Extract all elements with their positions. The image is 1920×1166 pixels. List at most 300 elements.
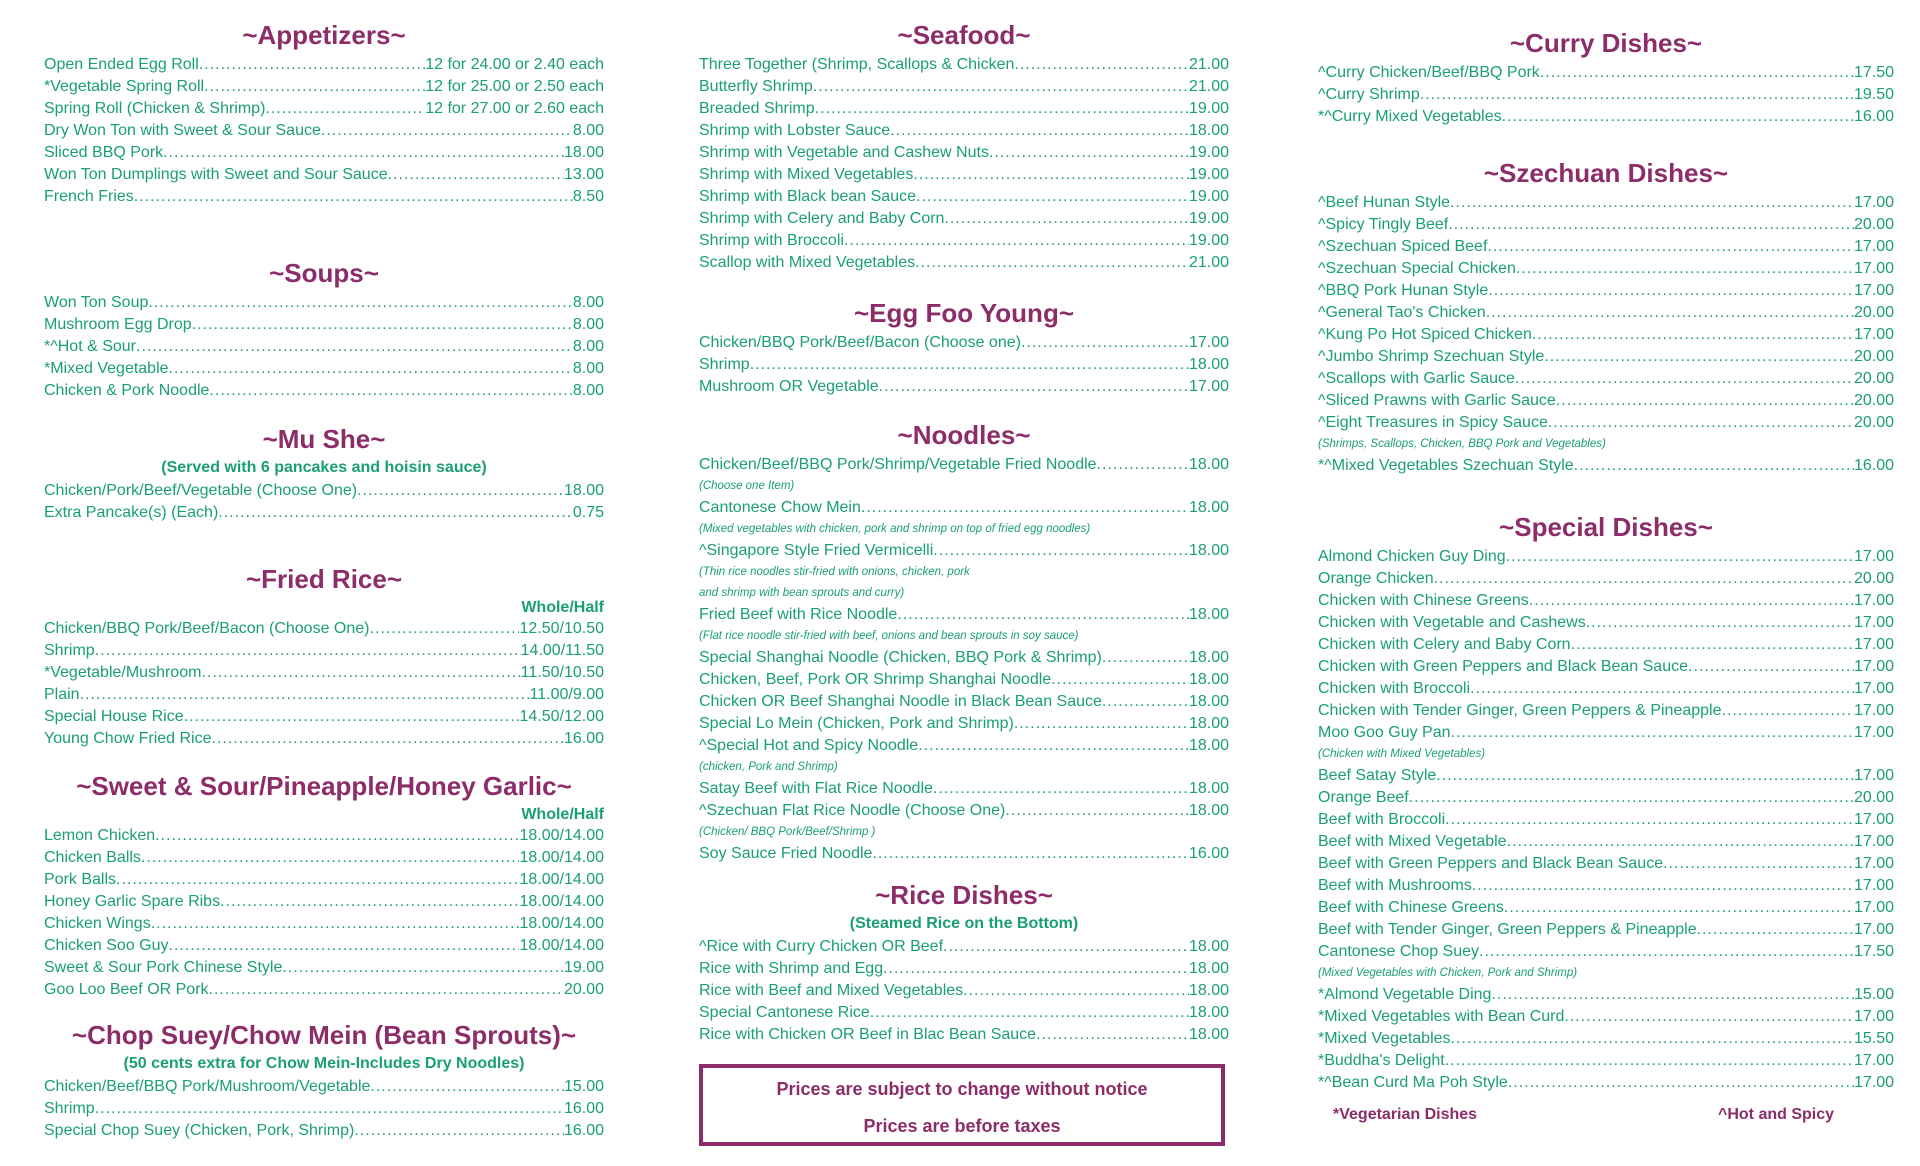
menu-item (699, 354, 1229, 376)
dot-leader (750, 354, 1189, 376)
menu-item (1318, 236, 1894, 258)
menu-item-name: Goo Loo Beef OR Pork (44, 981, 209, 998)
dot-leader (813, 76, 1189, 98)
menu-item-price: 17.00 (1853, 548, 1894, 565)
dot-leader (963, 980, 1189, 1002)
menu-item (1318, 787, 1894, 809)
menu-item (44, 640, 604, 662)
menu-item (699, 604, 1229, 626)
dot-leader (1507, 831, 1854, 853)
menu-item (699, 208, 1229, 230)
menu-item-name: ^Rice with Curry Chicken OR Beef (699, 938, 944, 955)
dot-leader (1529, 590, 1854, 612)
mu-she-note: (Served with 6 pancakes and hoisin sauce) (161, 459, 487, 476)
dot-leader (879, 376, 1189, 398)
menu-item (1318, 280, 1894, 302)
dot-leader (220, 891, 519, 913)
menu-item (44, 120, 604, 142)
dot-leader (1516, 258, 1854, 280)
menu-item-price: 20.00 (1853, 414, 1894, 431)
dot-leader (1488, 280, 1854, 302)
menu-item (44, 662, 604, 684)
sweet-sour-section (44, 771, 604, 1001)
menu-item-name: ^Eight Treasures in Spicy Sauce (1318, 414, 1548, 431)
menu-item-price: 17.00 (1853, 899, 1894, 916)
menu-item (44, 979, 604, 1001)
dot-leader (1470, 678, 1854, 700)
menu-item-price: 16.00 (563, 1100, 604, 1117)
menu-item-name: Shrimp with Lobster Sauce (699, 122, 891, 139)
menu-item (699, 186, 1229, 208)
menu-item-name: Beef with Chinese Greens (1318, 899, 1504, 916)
menu-item (699, 958, 1229, 980)
menu-item (1318, 390, 1894, 412)
rice-dishes-heading: ~Rice Dishes~ (875, 880, 1053, 910)
menu-item-price: 15.50 (1853, 1030, 1894, 1047)
menu-item-price: 8.00 (572, 382, 604, 399)
menu-item (699, 1024, 1229, 1046)
dot-leader (192, 314, 573, 336)
dot-leader (1014, 713, 1189, 735)
menu-item-price: 17.00 (1188, 334, 1229, 351)
menu-item-price: 17.00 (1853, 260, 1894, 277)
menu-item (44, 358, 604, 380)
menu-item-name: *Vegetable/Mushroom (44, 664, 202, 681)
menu-item-price: 18.00 (1188, 693, 1229, 710)
dot-leader (199, 54, 425, 76)
menu-item-name: Extra Pancake(s) (Each) (44, 504, 219, 521)
dot-leader (95, 640, 521, 662)
dot-leader (1486, 302, 1854, 324)
menu-item-price: 16.00 (563, 1122, 604, 1139)
menu-item-price: 21.00 (1188, 56, 1229, 73)
menu-item-price: 17.00 (1853, 194, 1894, 211)
menu-item-price: 20.00 (1853, 570, 1894, 587)
menu-item-price: 18.00 (563, 482, 604, 499)
menu-item-price: 17.00 (1853, 724, 1894, 741)
menu-item-name: Mushroom OR Vegetable (699, 378, 879, 395)
menu-item-name: Beef with Mushrooms (1318, 877, 1472, 894)
seafood-heading: ~Seafood~ (897, 20, 1031, 50)
menu-item (44, 935, 604, 957)
dot-leader (861, 497, 1189, 519)
sweet-sour-size-label: Whole/Half (521, 806, 604, 823)
menu-item-price: 18.00 (1188, 960, 1229, 977)
menu-item (44, 380, 604, 402)
dot-leader (1548, 412, 1854, 434)
dot-leader (943, 936, 1189, 958)
menu-item-price: 18.00 (1188, 715, 1229, 732)
price-notice-line1: Prices are subject to change without notice (776, 1079, 1148, 1099)
dot-leader (1571, 634, 1854, 656)
menu-item-name: *^Hot & Sour (44, 338, 136, 355)
menu-item (699, 843, 1229, 865)
sweet-sour-heading: ~Sweet & Sour/Pineapple/Honey Garlic~ (76, 771, 572, 801)
menu-item-name: Almond Chicken Guy Ding (1318, 548, 1506, 565)
dot-leader (116, 869, 519, 891)
menu-item (699, 120, 1229, 142)
menu-item-name: Shrimp (44, 1100, 95, 1117)
szechuan-heading: ~Szechuan Dishes~ (1483, 158, 1729, 188)
menu-item-price: 17.00 (1853, 767, 1894, 784)
menu-item-name: Breaded Shrimp (699, 100, 815, 117)
item-note: and shrimp with bean sprouts and curry) (699, 587, 905, 599)
menu-item-name: French Fries (44, 188, 134, 205)
menu-item-name: *Vegetable Spring Roll (44, 78, 205, 95)
menu-item-name: Beef with Mixed Vegetable (1318, 833, 1507, 850)
dot-leader (1556, 390, 1854, 412)
dot-leader (163, 142, 564, 164)
dot-leader (1420, 84, 1854, 106)
menu-item-name: Rice with Chicken OR Beef in Blac Bean Sauce (699, 1026, 1037, 1043)
menu-item-price: 18.00/14.00 (519, 849, 604, 866)
menu-item-name: Beef with Green Peppers and Black Bean Sauce (1318, 855, 1664, 872)
menu-item (1318, 568, 1894, 590)
dot-leader (282, 957, 564, 979)
menu-item (1318, 346, 1894, 368)
menu-item-name: Shrimp with Mixed Vegetables (699, 166, 914, 183)
menu-item-name: ^Singapore Style Fried Vermicelli (699, 542, 934, 559)
menu-item-name: Chicken with Vegetable and Cashews (1318, 614, 1586, 631)
menu-item-price: 20.00 (1853, 348, 1894, 365)
menu-item-name: *Mixed Vegetable (44, 360, 169, 377)
menu-item (44, 825, 604, 847)
dot-leader (80, 684, 530, 706)
menu-item-price: 17.00 (1853, 833, 1894, 850)
menu-item-name: ^Curry Shrimp (1318, 86, 1420, 103)
fried-rice-heading: ~Fried Rice~ (245, 564, 403, 594)
item-note: (Chicken with Mixed Vegetables) (1318, 748, 1486, 760)
dot-leader (1005, 800, 1189, 822)
menu-item-name: Shrimp (699, 356, 750, 373)
menu-item-price: 18.00 (563, 144, 604, 161)
menu-item (1318, 656, 1894, 678)
menu-item-name: Scallop with Mixed Vegetables (699, 254, 916, 271)
menu-item-price: 16.00 (563, 730, 604, 747)
menu-item (1318, 1006, 1894, 1028)
dot-leader (218, 502, 573, 524)
menu-item-price: 0.75 (572, 504, 604, 521)
dot-leader (933, 778, 1189, 800)
menu-item-price: 15.00 (1853, 986, 1894, 1003)
menu-item-price: 17.50 (1853, 943, 1894, 960)
menu-item (44, 186, 604, 208)
noodles-section (699, 420, 1229, 865)
menu-item (1318, 634, 1894, 656)
menu-item-name: Special Shanghai Noodle (Chicken, BBQ Pork & Shrimp) (699, 649, 1102, 666)
dot-leader (155, 825, 519, 847)
dot-leader (209, 380, 572, 402)
menu-item (699, 252, 1229, 274)
menu-item-price: 8.00 (572, 316, 604, 333)
menu-item-price: 20.00 (1853, 304, 1894, 321)
menu-item (1318, 302, 1894, 324)
fried-rice-size-label: Whole/Half (521, 599, 604, 616)
menu-item (1318, 84, 1894, 106)
menu-item-price: 14.00/11.50 (520, 642, 604, 659)
menu-item-name: ^BBQ Pork Hunan Style (1318, 282, 1489, 299)
menu-item-name: Chicken with Celery and Baby Corn (1318, 636, 1571, 653)
dot-leader (265, 98, 425, 120)
dot-leader (890, 120, 1189, 142)
menu-item (699, 1002, 1229, 1024)
menu-item-name: Won Ton Dumplings with Sweet and Sour Sauce (44, 166, 388, 183)
menu-item-price: 11.00/9.00 (529, 686, 604, 703)
menu-item (699, 142, 1229, 164)
menu-item-price: 17.00 (1853, 592, 1894, 609)
menu-item-price: 18.00 (1188, 982, 1229, 999)
dot-leader (1586, 612, 1854, 634)
menu-item-name: Shrimp (44, 642, 95, 659)
menu-item-price: 17.00 (1853, 636, 1894, 653)
menu-item-price: 18.00/14.00 (519, 871, 604, 888)
menu-item (1318, 258, 1894, 280)
menu-item (1318, 1072, 1894, 1094)
menu-item-name: ^Special Hot and Spicy Noodle (699, 737, 919, 754)
menu-item-name: Chicken Soo Guy (44, 937, 169, 954)
menu-item-price: 17.00 (1188, 378, 1229, 395)
menu-item (1318, 214, 1894, 236)
item-note: (Mixed Vegetables with Chicken, Pork and Shrimp) (1318, 967, 1578, 979)
menu-item (699, 540, 1229, 562)
menu-item (1318, 412, 1894, 434)
menu-item-price: 8.00 (572, 360, 604, 377)
chop-suey-heading: ~Chop Suey/Chow Mein (Bean Sprouts)~ (71, 1020, 577, 1050)
menu-item (1318, 831, 1894, 853)
menu-item-name: Orange Beef (1318, 789, 1409, 806)
dot-leader (1508, 1072, 1854, 1094)
menu-item (699, 936, 1229, 958)
menu-item-name: Special Chop Suey (Chicken, Pork, Shrimp) (44, 1122, 355, 1139)
dot-leader (1434, 568, 1854, 590)
menu-item (44, 869, 604, 891)
menu-item (1318, 984, 1894, 1006)
dot-leader (870, 1002, 1189, 1024)
menu-item-price: 20.00 (1853, 789, 1894, 806)
menu-item-price: 20.00 (563, 981, 604, 998)
dot-leader (1688, 656, 1854, 678)
menu-item-name: Fried Beef with Rice Noodle (699, 606, 898, 623)
menu-item-name: Spring Roll (Chicken & Shrimp) (44, 100, 266, 117)
dot-leader (169, 358, 573, 380)
menu-item (1318, 897, 1894, 919)
dot-leader (388, 164, 564, 186)
menu-item (1318, 919, 1894, 941)
dot-leader (1502, 106, 1854, 128)
menu-item (1318, 106, 1894, 128)
menu-item (699, 98, 1229, 120)
appetizers-heading: ~Appetizers~ (242, 20, 406, 50)
egg-foo-young-heading: ~Egg Foo Young~ (853, 298, 1075, 328)
menu-item (44, 292, 604, 314)
menu-item (1318, 1050, 1894, 1072)
item-note: (Chicken/ BBQ Pork/Beef/Shrimp ) (699, 826, 876, 838)
menu-item (699, 497, 1229, 519)
menu-item-name: Rice with Beef and Mixed Vegetables (699, 982, 964, 999)
menu-item-name: Shrimp with Celery and Baby Corn (699, 210, 945, 227)
menu-item-name: ^Beef Hunan Style (1318, 194, 1451, 211)
menu-item-price: 18.00 (1188, 606, 1229, 623)
menu-item (1318, 875, 1894, 897)
menu-item-name: Chicken Wings (44, 915, 151, 932)
menu-item (44, 728, 604, 750)
menu-item-name: Chicken/Pork/Beef/Vegetable (Choose One) (44, 482, 358, 499)
dot-leader (1540, 62, 1854, 84)
menu-item-price: 18.00/14.00 (519, 827, 604, 844)
menu-item-price: 12 for 27.00 or 2.60 each (425, 100, 604, 117)
menu-item (44, 706, 604, 728)
menu-item-name: Pork Balls (44, 871, 117, 888)
menu-item-name: Chicken with Broccoli (1318, 680, 1471, 697)
dot-leader (321, 120, 573, 142)
item-note: (Flat rice noodle stir-fried with beef, onions and bean sprouts in soy sauce) (699, 630, 1079, 642)
menu-item-name: ^Szechuan Special Chicken (1318, 260, 1516, 277)
menu-item-name: Dry Won Ton with Sweet & Sour Sauce (44, 122, 321, 139)
menu-item-price: 17.00 (1853, 877, 1894, 894)
menu-item-price: 18.00 (1188, 780, 1229, 797)
menu-item-name: *Mixed Vegetables (1318, 1030, 1451, 1047)
menu-item-price: 19.00 (1188, 188, 1229, 205)
menu-item-name: Chicken/Beef/BBQ Pork/Shrimp/Vegetable Fried Noodle (699, 456, 1097, 473)
menu-item-price: 17.00 (1853, 855, 1894, 872)
menu-item-name: Plain (44, 686, 80, 703)
menu-item-name: Beef Satay Style (1318, 767, 1437, 784)
dot-leader (1445, 809, 1854, 831)
menu-item-name: Special House Rice (44, 708, 184, 725)
menu-item-name: Chicken/BBQ Pork/Beef/Bacon (Choose One) (44, 620, 370, 637)
dot-leader (933, 540, 1189, 562)
menu-item (44, 684, 604, 706)
dot-leader (913, 164, 1189, 186)
menu-item-name: Young Chow Fried Rice (44, 730, 212, 747)
menu-item-price: 17.00 (1853, 658, 1894, 675)
noodles-heading: ~Noodles~ (897, 420, 1031, 450)
menu-item-price: 18.00 (1188, 671, 1229, 688)
soups-heading: ~Soups~ (269, 258, 379, 288)
dot-leader (1021, 332, 1189, 354)
fried-rice-section (44, 564, 604, 750)
menu-item-name: Lemon Chicken (44, 827, 156, 844)
menu-item (699, 713, 1229, 735)
menu-item-price: 19.00 (1188, 100, 1229, 117)
dot-leader (1564, 1006, 1854, 1028)
dot-leader (95, 1098, 564, 1120)
menu-item-price: 18.00/14.00 (519, 893, 604, 910)
menu-item-price: 18.00 (1188, 356, 1229, 373)
menu-item-price: 17.00 (1853, 282, 1894, 299)
menu-item-name: Chicken/Beef/BBQ Pork/Mushroom/Vegetable (44, 1078, 371, 1095)
menu-item-name: ^Sliced Prawns with Garlic Sauce (1318, 392, 1556, 409)
dot-leader (1014, 54, 1189, 76)
menu-item-price: 18.00 (1188, 802, 1229, 819)
chop-suey-section (44, 1020, 604, 1142)
menu-item-price: 17.00 (1853, 921, 1894, 938)
menu-item-name: Sliced BBQ Pork (44, 144, 164, 161)
dot-leader (1409, 787, 1854, 809)
menu-item-price: 17.50 (1853, 64, 1894, 81)
dot-leader (1436, 765, 1854, 787)
menu-item (699, 691, 1229, 713)
menu-item-name: ^Szechuan Spiced Beef (1318, 238, 1488, 255)
menu-item-price: 17.00 (1853, 614, 1894, 631)
menu-item (44, 164, 604, 186)
soups-section (44, 258, 604, 402)
item-note: (Choose one Item) (699, 480, 795, 492)
item-note: (Mixed vegetables with chicken, pork and shrimp on top of fried egg noodles) (699, 523, 1091, 535)
menu-item-price: 8.00 (572, 122, 604, 139)
menu-item-price: 17.00 (1853, 680, 1894, 697)
menu-item (1318, 853, 1894, 875)
menu-item-name: Special Lo Mein (Chicken, Pork and Shrimp) (699, 715, 1014, 732)
menu-item (699, 230, 1229, 252)
menu-item-name: ^Scallops with Garlic Sauce (1318, 370, 1515, 387)
menu-item (1318, 1028, 1894, 1050)
dot-leader (1097, 454, 1189, 476)
menu-item-name: Beef with Broccoli (1318, 811, 1446, 828)
menu-item-price: 8.00 (572, 338, 604, 355)
dot-leader (370, 1076, 564, 1098)
menu-item-price: 19.00 (1188, 144, 1229, 161)
menu-item (44, 314, 604, 336)
menu-item-price: 8.00 (572, 294, 604, 311)
dot-leader (169, 935, 520, 957)
dot-leader (1451, 722, 1854, 744)
dot-leader (201, 662, 520, 684)
menu-item-name: Won Ton Soup (44, 294, 149, 311)
menu-item-price: 20.00 (1853, 392, 1894, 409)
menu-item-name: Butterfly Shrimp (699, 78, 813, 95)
dot-leader (1504, 897, 1854, 919)
menu-item (1318, 700, 1894, 722)
menu-item-name: Chicken, Beef, Pork OR Shrimp Shanghai Noodle (699, 671, 1052, 688)
menu-item (699, 647, 1229, 669)
menu-item-name: Open Ended Egg Roll (44, 56, 199, 73)
dot-leader (844, 230, 1189, 252)
menu-item-price: 12 for 24.00 or 2.40 each (425, 56, 604, 73)
menu-item (1318, 324, 1894, 346)
menu-item-price: 11.50/10.50 (520, 664, 604, 681)
menu-item-name: Shrimp with Black bean Sauce (699, 188, 916, 205)
menu-item (44, 76, 604, 98)
menu-item-name: Sweet & Sour Pork Chinese Style (44, 959, 283, 976)
dot-leader (212, 728, 564, 750)
menu-item-name: Satay Beef with Flat Rice Noodle (699, 780, 933, 797)
dot-leader (141, 847, 520, 869)
menu-item-name: Chicken/BBQ Pork/Beef/Bacon (Choose one) (699, 334, 1021, 351)
menu-item-price: 18.00 (1188, 499, 1229, 516)
menu-item (44, 98, 604, 120)
item-note: (Shrimps, Scallops, Chicken, BBQ Pork and Vegetables) (1318, 438, 1606, 450)
dot-leader (354, 1120, 564, 1142)
menu-item (1318, 765, 1894, 787)
special-section (1318, 512, 1894, 1094)
dot-leader (184, 706, 520, 728)
price-notice-line2: Prices are before taxes (863, 1116, 1061, 1136)
chop-suey-note: (50 cents extra for Chow Mein-Includes Dry Noodles) (123, 1055, 525, 1072)
dot-leader (370, 618, 520, 640)
menu-item (1318, 612, 1894, 634)
menu-item-name: ^Spicy Tingly Beef (1318, 216, 1449, 233)
dot-leader (1102, 691, 1189, 713)
menu-item (44, 480, 604, 502)
menu-item (1318, 546, 1894, 568)
dot-leader (897, 604, 1189, 626)
menu-item-name: Special Cantonese Rice (699, 1004, 870, 1021)
menu-item-price: 17.00 (1853, 326, 1894, 343)
dot-leader (357, 480, 564, 502)
menu-item-name: Moo Goo Guy Pan (1318, 724, 1451, 741)
item-note: (Thin rice noodles stir-fried with onions, chicken, pork (699, 566, 970, 578)
